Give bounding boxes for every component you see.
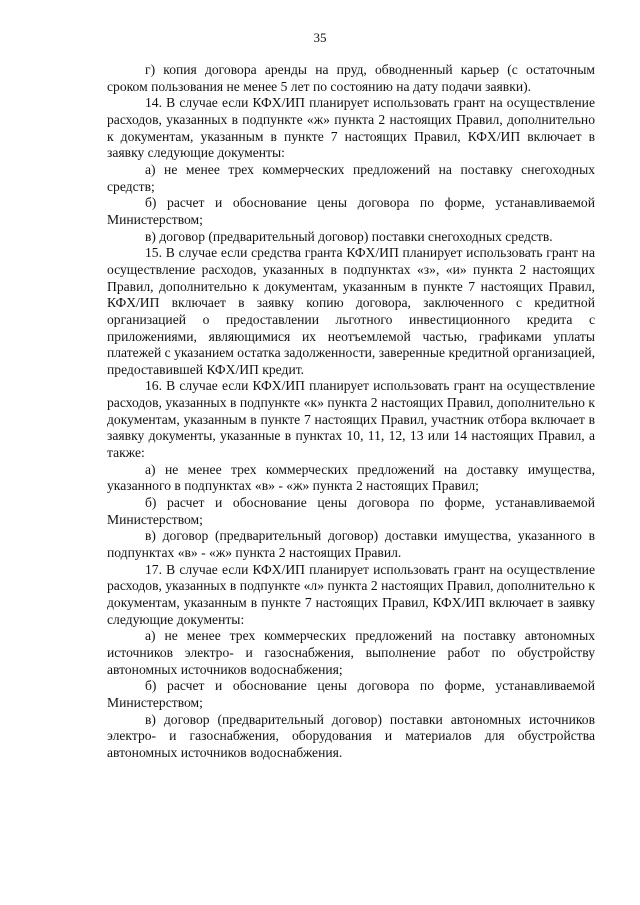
paragraph-17v: в) договор (предварительный договор) поставки автономных источников электро- и газоснабжения, оборудования и материалов для обустройства автономных источников водоснабжения. [107,711,595,760]
paragraph-15: 15. В случае если средства гранта КФХ/ИП планирует использовать грант на осуществление расходов, указанных в подпунктах «з», «и» пункта 2 настоящих Правил, дополнительно к документам, указанным в пункте 7 настоящих Правил, КФХ/ИП включает в заявку копию договора, заключенного с кредитной организацией о предоставлении льготного инвестиционного кредита с приложениями, являющимися их неотъемлемой частью, графиками уплаты платежей с указанием остатка задолженности, заверенные кредитной организацией, предоставившей КФХ/ИП кредит. [107,245,595,377]
document-body [107,62,595,762]
paragraph-17: 17. В случае если КФХ/ИП планирует использовать грант на осуществление расходов, указанных в подпункте «л» пункта 2 настоящих Правил, дополнительно к документам, указанным в пункте 7 настоящих Правил, КФХ/ИП включает в заявку следующие документы: [107,561,595,627]
paragraph-16b: б) расчет и обоснование цены договора по форме, устанавливаемой Министерством; [107,495,595,527]
paragraph-16a: а) не менее трех коммерческих предложений на доставку имущества, указанного в подпунктах «в» - «ж» пункта 2 настоящих Правил; [107,461,595,494]
page-number: 35 [313,30,327,45]
paragraph-17a: а) не менее трех коммерческих предложений на поставку автономных источников электро- и газоснабжения, выполнение работ по обустройству автономных источников водоснабжения; [107,628,595,677]
paragraph-14v: в) договор (предварительный договор) поставки снегоходных средств. [145,228,553,244]
paragraph-17b: б) расчет и обоснование цены договора по форме, устанавливаемой Министерством; [107,678,595,710]
paragraph-14b: б) расчет и обоснование цены договора по форме, устанавливаемой Министерством; [107,195,595,227]
paragraph-16: 16. В случае если КФХ/ИП планирует использовать грант на осуществление расходов, указанных в подпункте «к» пункта 2 настоящих Правил, дополнительно к документам, указанным в пункте 7 настоящих Правил, участник отбора включает в заявку документы, указанные в пунктах 10, 11, 12, 13 или 14 настоящих Правил, а также: [107,378,595,461]
paragraph-1g-lease-copy: г) копия договора аренды на пруд, обводненный карьер (с остаточным сроком пользования не менее 5 лет по состоянию на дату подачи заявки). [107,62,595,94]
paragraph-14a: а) не менее трех коммерческих предложений на поставку снегоходных средств; [107,161,595,194]
paragraph-14: 14. В случае если КФХ/ИП планирует использовать грант на осуществление расходов, указанных в подпункте «ж» пункта 2 настоящих Правил, дополнительно к документам, указанным в пункте 7 настоящих Правил, КФХ/ИП включает в заявку следующие документы: [107,95,595,161]
paragraph-16v: в) договор (предварительный договор) доставки имущества, указанного в подпунктах «в» - «ж» пункта 2 настоящих Правил. [107,528,595,561]
